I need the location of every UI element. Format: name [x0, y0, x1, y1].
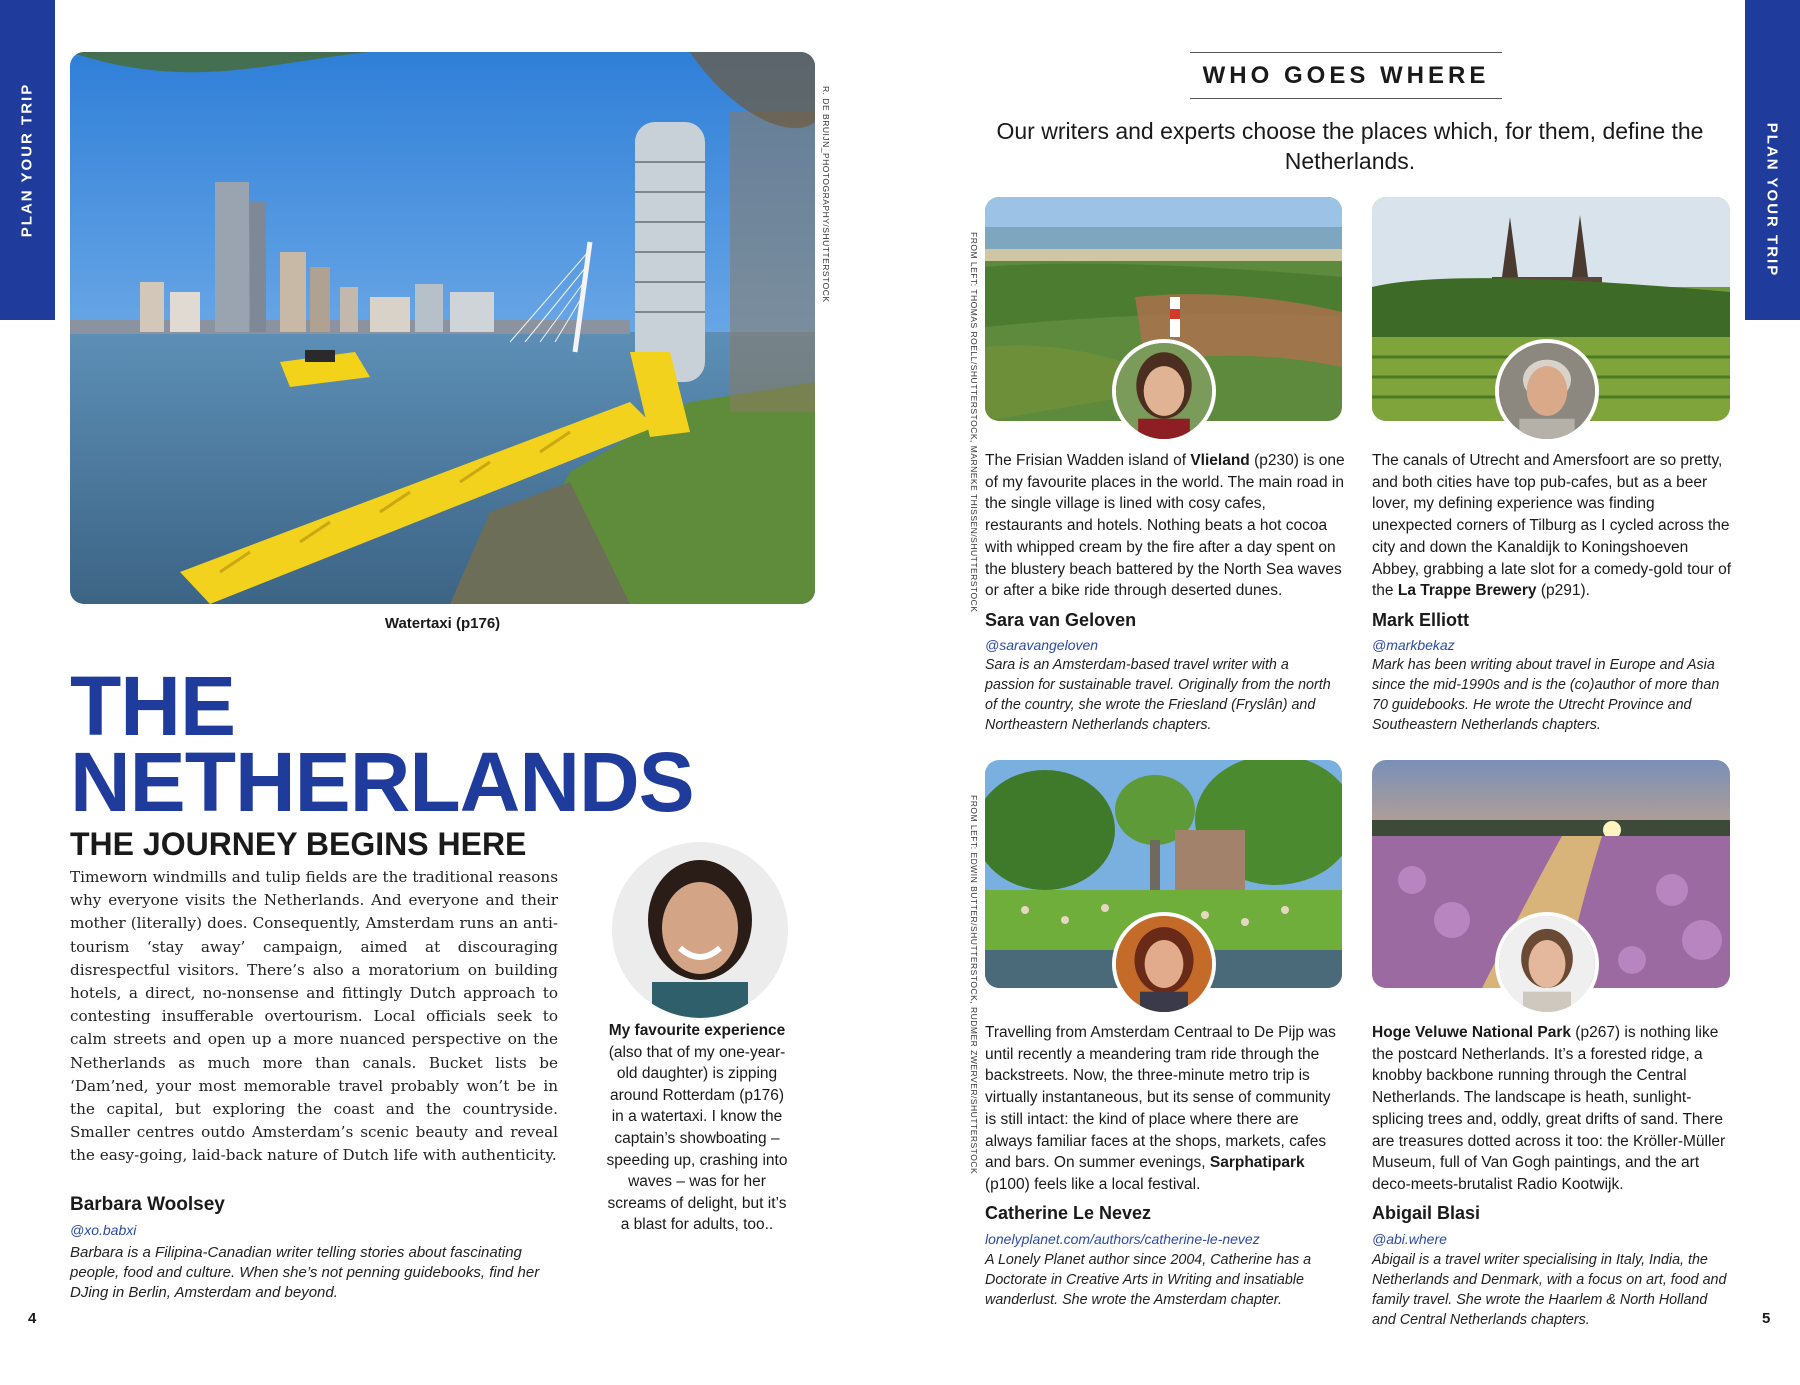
writer-3-handle[interactable]: lonelyplanet.com/authors/catherine-le-nevez — [985, 1231, 1260, 1247]
writer-1-bio: Sara is an Amsterdam-based travel writer with a passion for sustainable travel. Originally from the north of the country, she wrote the Friesland (Fryslân) and Northeastern Netherlands chapters. — [985, 657, 1331, 733]
page-subtitle: THE JOURNEY BEGINS HERE — [70, 826, 527, 862]
mark-avatar — [1495, 339, 1599, 443]
page-number-right: 5 — [1762, 1310, 1771, 1327]
author-bio: Barbara is a Filipina-Canadian writer telling stories about fascinating people, food and culture. When she’s not penning guidebooks, find her DJing in Berlin, Amsterdam and beyond. — [70, 1244, 540, 1301]
section-tab-label: PLAN YOUR TRIP — [18, 82, 36, 238]
title-line-2: NETHERLANDS — [70, 735, 694, 829]
writer-2-text-after: (p291). — [1536, 582, 1590, 600]
writer-2-name: Mark Elliott — [1372, 610, 1470, 630]
writer-4-bio: Abigail is a travel writer specialising in Italy, India, the Netherlands and Denmark, with a focus on art, food and family travel. She wrote the Haarlem & North Holland and Central Netherlands chapters. — [1372, 1252, 1727, 1328]
writer-4-highlight: Hoge Veluwe National Park — [1372, 1024, 1571, 1041]
catherine-avatar — [1112, 912, 1216, 1016]
section-title: WHO GOES WHERE — [1202, 62, 1490, 89]
author-handle[interactable]: @xo.babxi — [70, 1222, 137, 1238]
writer-2-handle[interactable]: @markbekaz — [1372, 637, 1455, 653]
writer-4-handle[interactable]: @abi.where — [1372, 1231, 1447, 1247]
writer-2-text — [1372, 450, 1732, 602]
writer-2-bio: Mark has been writing about travel in Europe and Asia since the mid-1990s and is the (co)author of more than 70 guidebooks. He wrote the Utrecht Province and Southeastern Netherlands chapters. — [1372, 657, 1720, 733]
favourite-text: (also that of my one-year-old daughter) is zipping around Rotterdam (p176) in a watertaxi. I know the captain’s showboating – speeding up, crashing into waves – was for her screams of delight, but it’s a blast for adults, too.. — [606, 1043, 788, 1234]
writer-1-name: Sara van Geloven — [985, 610, 1137, 630]
writer-3-text — [985, 1022, 1345, 1196]
writer-4-text-after: (p267) is nothing like the postcard Netherlands. It’s a forested ridge, a knobby backbone running through the Central Netherlands. The landscape is heath, sunlight-splicing trees and, oddly, great drifts of sand. There are treasures dotted across it too: the Kröller-Müller Museum, full of Van Gogh paintings, and the art deco-meets-brutalist Radio Kootwijk. — [1372, 1024, 1726, 1193]
page-title — [70, 659, 694, 829]
photo-credit-bottom: FROM LEFT: EDWIN BUTTER/SHUTTERSTOCK, RUDMER ZWERVER/SHUTTERSTOCK — [969, 795, 979, 1175]
writer-3-bio: A Lonely Planet author since 2004, Catherine has a Doctorate in Creative Arts in Writing and insatiable wanderlust. She wrote the Amsterdam chapter. — [985, 1252, 1312, 1308]
sara-avatar — [1112, 339, 1216, 443]
intro-paragraph: Timeworn windmills and tulip fields are the traditional reasons why everyone visits the Netherlands. And everyone and their mother (literally) does. Consequently, Amsterdam runs an anti-tourism ‘stay away’ campaign, aimed at discouraging disrespectful visitors. There’s also a moratorium on building hotels, a direct, no-nonsense and fittingly Dutch approach to contesting insufferable overtourism. Local officials seek to calm streets and open up a more nuanced perspective on the Netherlands as much more than canals. Bucket lists be ‘Dam’ned, your most memorable travel probably won’t be in the capital, but exploring the coast and the countryside. Smaller centres outdo Amsterdam’s scenic beauty and reveal the easy-going, laid-back nature of Dutch life with authenticity. — [70, 868, 558, 1165]
writer-2-highlight: La Trappe Brewery — [1397, 582, 1537, 600]
writer-4-text — [1372, 1022, 1732, 1196]
section-tab-right — [1745, 0, 1800, 320]
photo-credit-top: FROM LEFT: THOMAS ROELL/SHUTTERSTOCK, MARNEKE THISSEN/SHUTTERSTOCK — [969, 232, 979, 613]
photo-caption: Watertaxi (p176) — [384, 615, 501, 632]
writer-1-highlight: Vlieland — [1190, 452, 1250, 469]
writer-3-name: Catherine Le Nevez — [985, 1203, 1152, 1223]
author-avatar — [612, 842, 788, 1018]
writer-1-text-after: (p230) is one of my favourite places in the world. The main road in the single village is lined with cosy cafes, restaurants and hotels. Nothing beats a hot cocoa with whipped cream by the fire after a day spent on the blustery beach battered by the North Sea waves or after a bike ride through deserted dunes. — [985, 452, 1345, 600]
section-rule-bottom — [1190, 98, 1502, 99]
section-description: Our writers and experts choose the places which, for them, define the Netherlands. — [996, 118, 1704, 174]
abigail-avatar — [1495, 912, 1599, 1016]
writer-4-name: Abigail Blasi — [1372, 1203, 1481, 1223]
writer-3-text-before: Travelling from Amsterdam Centraal to De Pijp was until recently a meandering tram ride through the backstreets. Now, the three-minute metro trip is virtually instantaneous, but its sense of community is still intact: the kind of place where there are always familiar faces at the shops, markets, cafes and bars. On summer evenings, — [985, 1024, 1336, 1172]
watertaxi-photo — [70, 52, 815, 604]
section-tab-label: PLAN YOUR TRIP — [1763, 122, 1781, 278]
writer-2-text-before: The canals of Utrecht and Amersfoort are so pretty, and both cities have top pub-cafes, but as a beer lover, my defining experience was finding unexpected corners of Tilburg as I cycled across the city and down the Kanaldijk to Koningshoeven Abbey, grabbing a late slot for a comedy-gold tour of the — [1372, 452, 1732, 600]
section-rule-top — [1190, 52, 1502, 53]
favourite-label: My favourite experience — [608, 1022, 786, 1039]
photo-credit: R. DE BRUIJN_PHOTOGRAPHY/SHUTTERSTOCK — [821, 86, 831, 303]
writer-1-text — [985, 450, 1345, 602]
writer-3-highlight: Sarphatipark — [1209, 1154, 1305, 1172]
section-tab-left — [0, 0, 55, 320]
page-number-left: 4 — [28, 1310, 37, 1327]
favourite-experience — [602, 1020, 792, 1236]
writer-1-text-before: The Frisian Wadden island of — [985, 452, 1191, 469]
writer-1-handle[interactable]: @saravangeloven — [985, 637, 1099, 653]
title-line-1: THE — [70, 659, 235, 753]
author-name: Barbara Woolsey — [70, 1194, 225, 1215]
writer-3-text-after: (p100) feels like a local festival. — [985, 1175, 1201, 1193]
